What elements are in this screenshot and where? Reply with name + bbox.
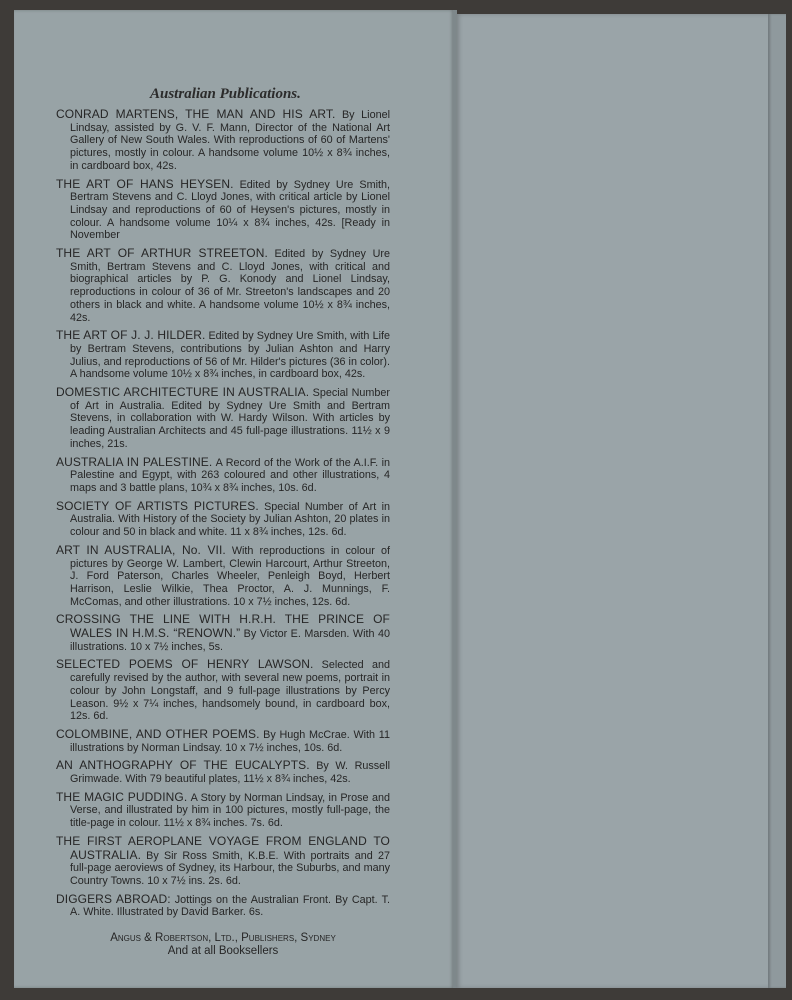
publication-entry: [56, 893, 390, 919]
publication-description: A Record of the Work of the A.I.F. in Palestine and Egypt, with 263 coloured and other illustrations, 4 maps and 3 battle plans, 10¾ x 8¾ inches, 10s. 6d.: [70, 456, 390, 494]
publication-title: CONRAD MARTENS, THE MAN AND HIS ART.: [56, 107, 336, 121]
publication-description: A Story by Norman Lindsay, in Prose and Verse, and illustrated by him in 100 pictures, mostly full-page, the title-page in colour. 11½ x 8¾ inches. 7s. 6d.: [70, 791, 390, 830]
publication-title: DOMESTIC ARCHITECTURE IN AUSTRALIA.: [56, 385, 310, 400]
publication-title: AN ANTHOGRAPHY OF THE EUCALYPTS.: [56, 758, 310, 773]
publication-entry: [56, 500, 390, 539]
publication-description: With reproductions in colour of pictures by George W. Lambert, Clewin Harcourt, Arthur Streeton, J. Ford Paterson, Charles Wheeler, Penleigh Boyd, Herbert Harrison, Leslie Wilkie, Thea Proctor, A. J. Munnings, F. McComas, and other illustrations. 10 x 7½ inches, 12s. 6d.: [70, 544, 390, 608]
publication-entry: [56, 386, 390, 451]
publication-entry: [56, 247, 390, 324]
publication-entry: [56, 835, 390, 888]
publication-title: THE FIRST AEROPLANE VOYAGE FROM ENGLAND TO AUSTRALIA.: [56, 833, 390, 862]
publication-title: COLOMBINE, AND OTHER POEMS.: [56, 726, 260, 741]
publication-title: THE ART OF ARTHUR STREETON.: [56, 246, 268, 261]
publication-description: By W. Russell Grimwade. With 79 beautiful plates, 11½ x 8¾ inches, 42s.: [70, 760, 390, 786]
publication-description: Edited by Sydney Ure Smith, with Life by Bertram Stevens, contributions by Julian Ashton and Harry Julius, and reproductions of 56 of Mr. Hilder's pictures (36 in color). A handsome volume 10½ x 8¾ inches, in cardboard box, 42s.: [70, 330, 390, 381]
publication-entry: [56, 613, 390, 653]
publication-entry: [56, 108, 390, 173]
publication-description: By Victor E. Marsden. With 40 illustrations. 10 x 7½ inches, 5s.: [70, 628, 390, 653]
page-heading: Australian Publications.: [150, 86, 301, 102]
publication-description: Jottings on the Australian Front. By Capt. T. A. White. Illustrated by David Barker. 6s.: [70, 893, 390, 919]
right-page-blank: [456, 14, 786, 988]
publication-title: THE ART OF J. J. HILDER.: [56, 328, 206, 343]
publication-entry: [56, 178, 390, 243]
publication-title: CROSSING THE LINE WITH H.R.H. THE PRINCE OF WALES IN H.M.S. “RENOWN.”: [56, 612, 390, 641]
booksellers-line: And at all Booksellers: [167, 945, 279, 957]
publication-description: Edited by Sydney Ure Smith, Bertram Stevens and C. Lloyd Jones, with critical article by Lionel Lindsay and reproductions of 60 of Heysen's pictures, mostly in colour. A handsome volume 10¼ x 8¾ inches, 42s. [Ready in November: [70, 178, 390, 242]
publication-description: By Hugh McCrae. With 11 illustrations by Norman Lindsay. 10 x 7½ inches, 10s. 6d.: [70, 728, 390, 754]
publication-title: THE MAGIC PUDDING.: [56, 789, 188, 804]
publication-description: Special Number of Art in Australia. With History of the Society by Julian Ashton, 20 plates in colour and 50 in black and white. 11 x 8¾ inches, 12s. 6d.: [70, 500, 390, 539]
publication-entry: [56, 791, 390, 830]
publication-description: By Lionel Lindsay, assisted by G. V. F. Mann, Director of the National Art Gallery of New South Wales. With reproductions of 60 of Martens' pictures, mostly in colour. A handsome volume 10½ x 8¾ inches, in cardboard box, 42s.: [70, 109, 390, 172]
publication-title: DIGGERS ABROAD:: [56, 891, 171, 906]
publication-title: SELECTED POEMS OF HENRY LAWSON.: [56, 657, 314, 672]
publisher-footer: [56, 932, 390, 958]
publication-list: [56, 108, 390, 924]
publication-title: ART IN AUSTRALIA, No. VII.: [56, 542, 226, 557]
publication-entry: [56, 544, 390, 609]
publication-entry: [56, 759, 390, 785]
publication-entry: [56, 456, 390, 495]
publication-title: SOCIETY OF ARTISTS PICTURES.: [56, 498, 259, 513]
publication-title: THE ART OF HANS HEYSEN.: [56, 176, 234, 191]
publication-description: Special Number of Art in Australia. Edited by Sydney Ure Smith and Bertram Stevens, in collaboration with W. Hardy Wilson. With articles by leading Australian Architects and 45 full-page illustrations. 11½ x 9 inches, 21s.: [70, 387, 390, 450]
publication-title: AUSTRALIA IN PALESTINE.: [56, 454, 213, 469]
publication-description: By Sir Ross Smith, K.B.E. With portraits and 27 full-page aeroviews of Sydney, its Harbour, the Suburbs, and many Country Towns. 10 x 7½ ins. 2s. 6d.: [70, 849, 390, 887]
publication-description: Selected and carefully revised by the author, with several new poems, portrait in colour by John Longstaff, and 9 full-page illustrations by Percy Leason. 9½ x 7¼ inches, handsomely bound, in cardboard box, 12s. 6d.: [70, 659, 391, 723]
publisher-line: Angus & Robertson, Ltd., Publishers, Sydney: [110, 932, 336, 944]
publication-entry: [56, 658, 390, 723]
publication-entry: [56, 329, 390, 381]
publication-description: Edited by Sydney Ure Smith, Bertram Stevens and C. Lloyd Jones, with critical and biographical articles by P. G. Konody and Lionel Lindsay, reproductions in colour of 36 of Mr. Streeton's landscapes and 20 others in black and white. A handsome volume 10½ x 8¾ inches, 42s.: [70, 248, 390, 324]
publication-entry: [56, 728, 390, 754]
